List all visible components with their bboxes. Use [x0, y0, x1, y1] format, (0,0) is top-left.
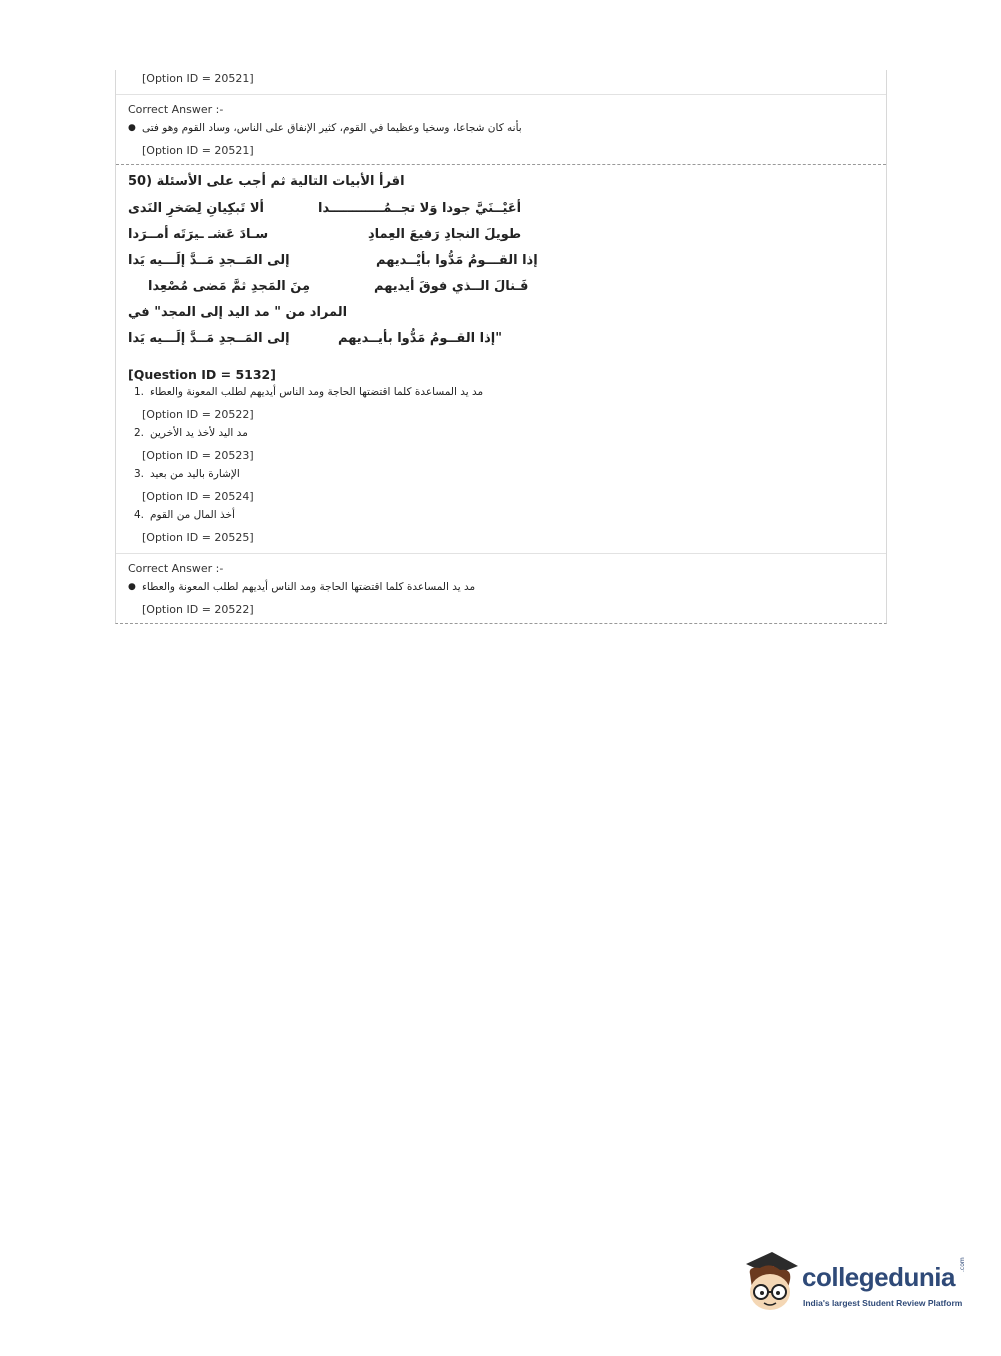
- correct-answer-row: [128, 120, 874, 136]
- correct-answer-text: بأنه كان شجاعا، وسخيا وعظيما في القوم، كثير الإنفاق على الناس، وساد القوم وهو فتى: [142, 122, 522, 134]
- verse-hemistich-left: ألا تَبكِيانِ لِصَخرِ النَدى: [128, 201, 264, 216]
- option-number: 3.: [133, 468, 144, 480]
- verse-hemistich-right: أعَيْــنَيَّ جودا وَلا تجــمُــــــــــــدا: [318, 201, 522, 216]
- logo-tagline: India's largest Student Review Platform: [803, 1298, 963, 1308]
- option-id: [Option ID = 20523]: [142, 449, 254, 462]
- q50-correct-answer: [116, 553, 886, 623]
- option-number: 1.: [133, 386, 144, 398]
- option-id: [Option ID = 20522]: [142, 408, 254, 421]
- verse-hemistich-left: إلى المَــجدِ مَــدَّ إلَـــيه يَدا: [128, 331, 290, 346]
- verse-hemistich-right: "إذا القــومُ مَدُّوا بأيــديهم: [338, 331, 502, 346]
- option-text: مد اليد لأخذ يد الأخرين: [150, 427, 248, 439]
- option-2: [128, 426, 874, 463]
- question-text-line: المراد من " مد اليد إلى المجد" في: [128, 305, 348, 320]
- verse-hemistich-left: سـادَ عَشـ ـيرَتَه أمــرَدا: [128, 227, 269, 242]
- verse-hemistich-left: مِنَ المَجدِ ثمَّ مَضى مُصْعِدا: [148, 279, 311, 294]
- poem-verse-3: [128, 249, 874, 275]
- question-text: [128, 301, 874, 327]
- bullet-icon: ●: [128, 123, 136, 133]
- bullet-icon: ●: [128, 582, 136, 592]
- option-id: [Option ID = 20524]: [142, 490, 254, 503]
- verse-hemistich-left: إلى المَــجدِ مَــدَّ إلَـــيه يَدا: [128, 253, 290, 268]
- option-number: 2.: [133, 427, 144, 439]
- option-id: [Option ID = 20521]: [142, 72, 254, 85]
- poem-verse-1: [128, 197, 874, 223]
- correct-answer-label: Correct Answer :-: [128, 562, 224, 575]
- correct-answer-row: [128, 579, 874, 595]
- mascot-icon: [740, 1248, 802, 1318]
- correct-answer-label: Correct Answer :-: [128, 103, 224, 116]
- q50-block: [116, 165, 886, 553]
- option-text: الإشارة باليد من بعيد: [150, 468, 240, 480]
- correct-answer-option-id: [Option ID = 20521]: [142, 144, 254, 157]
- poem-verse-4: [128, 275, 874, 301]
- correct-answer-option-id: [Option ID = 20522]: [142, 603, 254, 616]
- verse-hemistich-right: طويلَ النجادِ رَفيعَ العِمادِ: [368, 227, 522, 242]
- option-4: [128, 508, 874, 545]
- poem-verse-2: [128, 223, 874, 249]
- question-number: 50): [128, 174, 153, 189]
- option-number: 4.: [133, 509, 144, 521]
- correct-answer-text: مد يد المساعدة كلما اقتضتها الحاجة ومد الناس أيديهم لطلب المعونة والعطاء: [142, 581, 476, 593]
- logo-suffix: .com: [959, 1257, 966, 1272]
- option-text: أخذ المال من القوم: [150, 509, 235, 521]
- verse-hemistich-right: إذا القـــومُ مَدُّوا بأيْــديهم: [376, 253, 538, 268]
- question-id: [Question ID = 5132]: [128, 367, 276, 382]
- question-prompt: اقرأ الأبيات التالية ثم أجب على الأسئلة: [156, 174, 405, 189]
- option-text: مد يد المساعدة كلما اقتضتها الحاجة ومد الناس أيديهم لطلب المعونة والعطاء: [150, 386, 484, 398]
- q50-heading: [128, 173, 874, 191]
- quoted-verse: [128, 327, 874, 353]
- option-1: [128, 385, 874, 422]
- option-id: [Option ID = 20525]: [142, 531, 254, 544]
- verse-hemistich-right: فَـنالَ الــذي فوقَ أيديهم: [374, 279, 529, 294]
- option-3: [128, 467, 874, 504]
- collegedunia-logo: [740, 1248, 980, 1318]
- q49-correct-answer: [116, 94, 886, 164]
- question-sheet: [115, 70, 887, 624]
- logo-wordmark: collegedunia: [802, 1262, 955, 1292]
- q49-tail: [116, 70, 886, 94]
